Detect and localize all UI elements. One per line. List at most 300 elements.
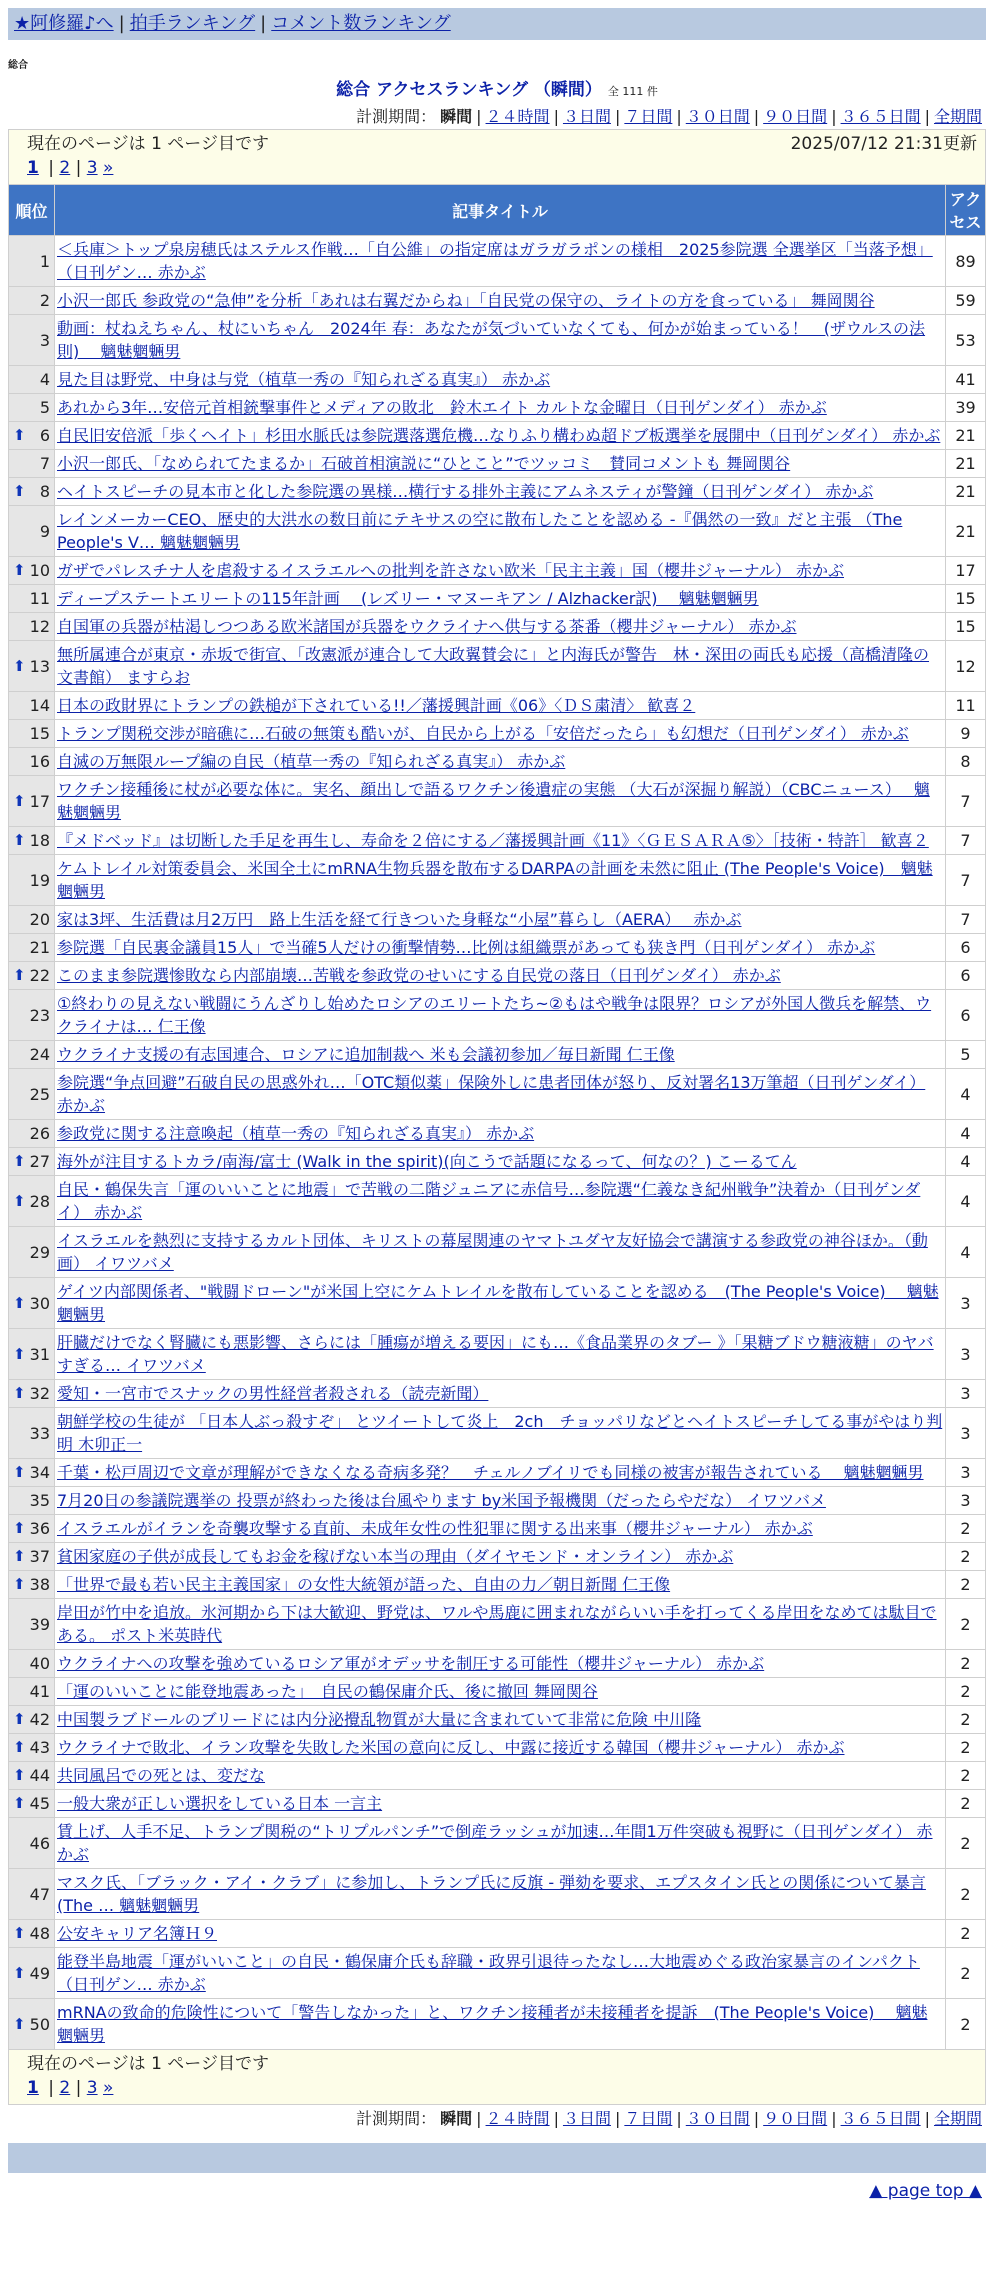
period-label: 計測期間： [356, 107, 437, 126]
article-link[interactable]: 賃上げ、人手不足、トランプ関税の“トリプルパンチ”で倒産ラッシュが加速…年間1万件突破も視野に（日刊ゲンダイ） 赤かぶ [57, 1822, 933, 1864]
access-count: 2 [946, 1948, 986, 1999]
article-link[interactable]: イスラエルがイランを奇襲攻撃する直前、未成年女性の性犯罪に関する出来事（櫻井ジャーナル） 赤かぶ [57, 1519, 813, 1538]
article-link[interactable]: 朝鮮学校の生徒が 「日本人ぶっ殺すぞ」 とツイートして炎上 2ch チョッパリなどとヘイトスピーチしてる事がやはり判明 木卯正一 [57, 1412, 943, 1454]
period-label: 計測期間： [356, 2109, 437, 2128]
table-row [9, 641, 986, 692]
period-all[interactable]: 全期間 [933, 107, 982, 126]
access-count: 59 [946, 287, 986, 315]
title-cell [55, 962, 946, 990]
article-link[interactable]: 公安キャリア名簿Ｈ９ [57, 1924, 218, 1943]
article-link[interactable]: 「運のいいことに能登地震あった」 自民の鶴保庸介氏、後に撤回 舞岡関谷 [57, 1682, 598, 1701]
page-top-link[interactable]: ▲ page top ▲ [869, 2181, 982, 2201]
breadcrumb: 総合 [8, 60, 28, 71]
table-row [9, 1515, 986, 1543]
rank-up-arrow-icon: ⬆ [13, 1924, 26, 1942]
ranking-table [8, 184, 986, 2050]
article-link[interactable]: 共同風呂での死とは、変だな [57, 1766, 266, 1785]
title-column-header: 記事タイトル [55, 185, 946, 236]
table-row [9, 1148, 986, 1176]
article-link[interactable]: ウクライナで敗北、イラン攻撃を失敗した米国の意向に反し、中露に接近する韓国（櫻井ジャーナル） 赤かぶ [57, 1738, 845, 1757]
period-3d[interactable]: ３日間 [562, 2109, 611, 2128]
rank-number: 13 [29, 656, 50, 676]
period-30d[interactable]: ３０日間 [685, 107, 750, 126]
article-link[interactable]: ウクライナ支援の有志国連合、ロシアに追加制裁へ 米も会議初参加／毎日新聞 仁王像 [57, 1045, 675, 1064]
rank-number: 11 [29, 589, 50, 608]
period-24h[interactable]: ２４時間 [485, 2109, 550, 2128]
table-row [9, 1380, 986, 1408]
rank-number: 30 [29, 1293, 50, 1313]
access-count: 6 [946, 934, 986, 962]
rank-number: 25 [29, 1084, 50, 1104]
article-link[interactable]: ＜兵庫＞トップ泉房穂氏はステルス作戦…「自公維」の指定席はガラガラポンの様相 2025参院選 全選挙区「当落予想」（日刊ゲン… 赤かぶ [57, 240, 933, 282]
article-link[interactable]: 海外が注目するトカラ/南海/富士 (Walk in the spirit)(向こうで話題になるって、何なの？) こーるてん [57, 1152, 797, 1171]
table-row [9, 1762, 986, 1790]
article-link[interactable]: 能登半島地震「運がいいこと」の自民・鶴保庸介氏も辞職・政界引退待ったなし…大地震めぐる政治家暴言のインパクト（日刊ゲン… 赤かぶ [57, 1952, 920, 1994]
table-row [9, 1948, 986, 1999]
access-count: 21 [946, 450, 986, 478]
rank-number: 16 [29, 752, 50, 771]
article-link[interactable]: 自滅の万無限ループ編の自民（植草一秀の『知られざる真実』） 赤かぶ [57, 752, 566, 771]
rank-number: 14 [29, 696, 50, 715]
title-cell [55, 236, 946, 287]
page-1-link[interactable]: 1 [27, 158, 39, 178]
rank-cell [9, 1706, 55, 1734]
period-current: 瞬間 [440, 107, 473, 126]
separator: | [118, 13, 125, 34]
article-link[interactable]: ウクライナへの攻撃を強めているロシア軍がオデッサを制圧する可能性（櫻井ジャーナル） 赤かぶ [57, 1654, 765, 1673]
rank-up-arrow-icon: ⬆ [13, 1293, 26, 1312]
page-top-area [8, 2173, 986, 2211]
rank-cell [9, 1650, 55, 1678]
article-link[interactable]: 小沢一郎氏、「なめられてたまるか」石破首相演説に“ひとこと”でツッコミ 賛同コメントも 舞岡関谷 [57, 454, 791, 473]
table-row [9, 1571, 986, 1599]
table-row [9, 1487, 986, 1515]
table-header-row [9, 185, 986, 236]
period-selector-top: 計測期間： 瞬間 | ２４時間 | ３日間 | ７日間 | ３０日間 | ９０日間 | ３６５日間 | 全期間 [356, 107, 982, 126]
rank-cell [9, 1227, 55, 1278]
article-link[interactable]: 「世界で最も若い民主主義国家」の女性大統領が語った、自由の力／朝日新聞 仁王像 [57, 1575, 671, 1594]
rank-number: 24 [29, 1045, 50, 1064]
access-count: 21 [946, 422, 986, 450]
period-24h[interactable]: ２４時間 [485, 107, 550, 126]
rank-number: 8 [39, 482, 50, 501]
title-cell [55, 1734, 946, 1762]
title-cell [55, 1599, 946, 1650]
access-count: 7 [946, 906, 986, 934]
title-cell [55, 934, 946, 962]
rank-up-arrow-icon: ⬆ [13, 1344, 26, 1363]
table-row [9, 394, 986, 422]
rank-number: 37 [29, 1547, 50, 1566]
rank-cell [9, 1790, 55, 1818]
page-title [8, 79, 986, 103]
page-status-bottom [8, 2050, 986, 2105]
table-row [9, 827, 986, 855]
access-count: 5 [946, 1041, 986, 1069]
access-count: 2 [946, 1543, 986, 1571]
rank-cell [9, 1408, 55, 1459]
period-7d[interactable]: ７日間 [624, 107, 673, 126]
page-2-link[interactable]: 2 [59, 2078, 71, 2098]
period-3d[interactable]: ３日間 [562, 107, 611, 126]
title-cell [55, 366, 946, 394]
title-cell [55, 1650, 946, 1678]
table-row [9, 1069, 986, 1120]
rank-cell [9, 1041, 55, 1069]
rank-cell [9, 1999, 55, 2050]
article-link[interactable]: 動画：杖ねえちゃん、杖にいちゃん 2024年 春：あなたが気づいていなくても、何かが始まっている！ (ザウルスの法則) 魑魅魍魎男 [57, 319, 926, 361]
rank-up-arrow-icon: ⬆ [13, 482, 26, 500]
rank-cell [9, 450, 55, 478]
table-row [9, 1459, 986, 1487]
title-cell [55, 1227, 946, 1278]
article-link[interactable]: 貧困家庭の子供が成長してもお金を稼げない本当の理由（ダイヤモンド・オンライン） 赤かぶ [57, 1547, 734, 1566]
article-link[interactable]: ①終わりの見えない戦闘にうんざりし始めたロシアのエリートたち~②もはや戦争は限界？ロシアが外国人徴兵を解禁、ウクライナは… 仁王像 [57, 994, 932, 1036]
next-page-link[interactable]: » [103, 158, 114, 178]
article-link[interactable]: 自国軍の兵器が枯渇しつつある欧米諸国が兵器をウクライナへ供与する茶番（櫻井ジャーナル） 赤かぶ [57, 617, 797, 636]
rank-cell [9, 1459, 55, 1487]
period-7d[interactable]: ７日間 [624, 2109, 673, 2128]
table-row [9, 585, 986, 613]
article-link[interactable]: ディープステートエリートの115年計画 (レズリー・マヌーキアン / Alzhacker訳) 魑魅魍魎男 [57, 589, 759, 608]
access-count: 39 [946, 394, 986, 422]
rank-number: 20 [29, 910, 50, 929]
access-count: 2 [946, 1818, 986, 1869]
rank-number: 6 [39, 426, 50, 445]
rank-cell [9, 1120, 55, 1148]
rank-up-arrow-icon: ⬆ [13, 1738, 26, 1756]
rank-cell [9, 1762, 55, 1790]
article-link[interactable]: 日本の政財界にトランプの鉄槌が下されている!!／藩援興計画《06》〈ＤＳ粛清〉 歓喜２ [57, 696, 696, 715]
rank-number: 50 [29, 2014, 50, 2034]
rank-number: 2 [39, 291, 50, 310]
rank-cell [9, 1599, 55, 1650]
rank-cell [9, 1818, 55, 1869]
rank-cell [9, 962, 55, 990]
article-link[interactable]: ケムトレイル対策委員会、米国全土にmRNA生物兵器を散布するDARPAの計画を未然に阻止 (The People's Voice) 魑魅魍魎男 [57, 859, 933, 901]
table-row [9, 236, 986, 287]
rank-up-arrow-icon: ⬆ [13, 791, 26, 810]
rank-cell [9, 236, 55, 287]
table-row [9, 366, 986, 394]
access-count: 4 [946, 1120, 986, 1148]
table-row [9, 990, 986, 1041]
title-cell [55, 1920, 946, 1948]
access-count: 3 [946, 1487, 986, 1515]
rank-cell [9, 1571, 55, 1599]
rank-cell [9, 827, 55, 855]
article-link[interactable]: 自民・鶴保失言「運のいいことに地震」で苦戦の二階ジュニアに赤信号…参院選“仁義なき紀州戦争”決着か（日刊ゲンダイ） 赤かぶ [57, 1180, 921, 1222]
rank-number: 4 [39, 370, 50, 389]
access-count: 15 [946, 585, 986, 613]
article-link[interactable]: 自民旧安倍派「歩くヘイト」杉田水脈氏は参院選落選危機…なりふり構わぬ超ドブ板選挙を展開中（日刊ゲンダイ） 赤かぶ [57, 426, 941, 445]
rank-cell [9, 748, 55, 776]
access-count: 3 [946, 1408, 986, 1459]
title-cell [55, 1999, 946, 2050]
rank-number: 34 [29, 1463, 50, 1482]
table-row [9, 692, 986, 720]
rank-cell [9, 1948, 55, 1999]
access-count: 15 [946, 613, 986, 641]
period-30d[interactable]: ３０日間 [685, 2109, 750, 2128]
article-link[interactable]: 肝臓だけでなく腎臓にも悪影響、さらには「腫瘍が増える要因」にも…《食品業界のタブー 》「果糖ブドウ糖液糖」のヤバすぎる… イワツバメ [57, 1333, 934, 1375]
access-count: 2 [946, 1790, 986, 1818]
rank-cell [9, 478, 55, 506]
rank-number: 19 [29, 870, 50, 890]
rank-cell [9, 422, 55, 450]
article-link[interactable]: トランプ関税交渉が暗礁に…石破の無策も酷いが、自民から上がる「安倍だったら」も幻想だ（日刊ゲンダイ） 赤かぶ [57, 724, 909, 743]
page-title-text: 総合 アクセスランキング （瞬間） [336, 80, 602, 100]
access-count: 2 [946, 1762, 986, 1790]
access-count: 53 [946, 315, 986, 366]
table-row [9, 613, 986, 641]
rank-up-arrow-icon: ⬆ [13, 1766, 26, 1784]
title-cell [55, 1069, 946, 1120]
title-cell [55, 450, 946, 478]
period-90d[interactable]: ９０日間 [763, 2109, 828, 2128]
separator: | [260, 13, 267, 34]
comment-ranking-link[interactable]: コメント数ランキング [271, 13, 451, 34]
title-cell [55, 1408, 946, 1459]
article-link[interactable]: ヘイトスピーチの見本市と化した参院選の異様…横行する排外主義にアムネスティが警鐘（日刊ゲンダイ） 赤かぶ [57, 482, 874, 501]
title-cell [55, 1278, 946, 1329]
period-90d[interactable]: ９０日間 [763, 107, 828, 126]
title-cell [55, 855, 946, 906]
table-row [9, 1329, 986, 1380]
rank-up-arrow-icon: ⬆ [13, 1963, 26, 1982]
table-row [9, 287, 986, 315]
table-row [9, 1790, 986, 1818]
rank-up-arrow-icon: ⬆ [13, 561, 26, 579]
rank-up-arrow-icon: ⬆ [13, 1519, 26, 1537]
item-count: 全 111 件 [607, 85, 658, 98]
rank-number: 7 [39, 454, 50, 473]
table-row [9, 422, 986, 450]
table-row [9, 315, 986, 366]
title-cell [55, 1571, 946, 1599]
article-link[interactable]: イスラエルを熱烈に支持するカルト団体、キリストの幕屋関連のヤマトユダヤ友好協会で講演する参政党の神谷ほか。（動画） イワツバメ [57, 1231, 928, 1273]
rank-cell [9, 1543, 55, 1571]
table-row [9, 1278, 986, 1329]
rank-cell [9, 1069, 55, 1120]
rank-cell [9, 557, 55, 585]
rank-cell [9, 394, 55, 422]
page-2-link[interactable]: 2 [59, 158, 71, 178]
access-count: 11 [946, 692, 986, 720]
access-count: 7 [946, 827, 986, 855]
access-count: 2 [946, 1734, 986, 1762]
access-column-header: アクセス [946, 185, 986, 236]
title-cell [55, 906, 946, 934]
rank-number: 28 [29, 1191, 50, 1211]
title-cell [55, 1678, 946, 1706]
article-link[interactable]: 見た目は野党、中身は与党（植草一秀の『知られざる真実』） 赤かぶ [57, 370, 551, 389]
title-cell [55, 287, 946, 315]
table-row [9, 748, 986, 776]
table-row [9, 776, 986, 827]
article-link[interactable]: 無所属連合が東京・赤坂で街宣、「改憲派が連合して大政翼賛会に」と内海氏が警告 林・深田の両氏も応援（高橋清隆の文書館） ますらお [57, 645, 930, 687]
rank-cell [9, 1329, 55, 1380]
title-cell [55, 748, 946, 776]
title-cell [55, 1818, 946, 1869]
access-count: 41 [946, 366, 986, 394]
table-row [9, 1818, 986, 1869]
rank-cell [9, 506, 55, 557]
period-all[interactable]: 全期間 [933, 2109, 982, 2128]
rank-cell [9, 1148, 55, 1176]
access-count: 3 [946, 1329, 986, 1380]
title-cell [55, 1120, 946, 1148]
period-365d[interactable]: ３６５日間 [840, 107, 921, 126]
rank-cell [9, 1380, 55, 1408]
access-count: 3 [946, 1459, 986, 1487]
rank-cell [9, 692, 55, 720]
rank-up-arrow-icon: ⬆ [13, 966, 26, 984]
article-link[interactable]: マスク氏、「ブラック・アイ・クラブ」に参加し、トランプ氏に反旗 - 弾劾を要求、エプスタイン氏との関係について暴言 (The … 魑魅魍魎男 [57, 1873, 926, 1915]
table-row [9, 1041, 986, 1069]
rank-cell [9, 906, 55, 934]
article-link[interactable]: 参政党に関する注意喚起（植草一秀の『知られざる真実』） 赤かぶ [57, 1124, 535, 1143]
table-row [9, 1734, 986, 1762]
table-row [9, 1999, 986, 2050]
access-count: 21 [946, 478, 986, 506]
rank-number: 15 [29, 724, 50, 743]
page-3-link[interactable]: 3 [86, 158, 98, 178]
title-cell [55, 827, 946, 855]
rank-number: 47 [29, 1884, 50, 1904]
rank-number: 42 [29, 1710, 50, 1729]
top-nav [8, 8, 986, 40]
article-link[interactable]: 7月20日の参議院選挙の 投票が終わった後は台風やります by米国予報機関（だったらやだな） イワツバメ [57, 1491, 826, 1510]
rank-number: 22 [29, 966, 50, 985]
access-count: 3 [946, 1278, 986, 1329]
article-link[interactable]: 家は3坪、生活費は月2万円 路上生活を経て行きついた身軽な“小屋”暮らし（AERA） 赤かぶ [57, 910, 742, 929]
rank-number: 3 [39, 330, 50, 350]
home-link[interactable]: ★阿修羅♪へ [14, 13, 114, 34]
title-cell [55, 422, 946, 450]
rank-number: 5 [39, 398, 50, 417]
article-link[interactable]: 参院選「自民裏金議員15人」で当確5人だけの衝撃情勢…比例は組織票があっても狭き門（日刊ゲンダイ） 赤かぶ [57, 938, 876, 957]
access-count: 89 [946, 236, 986, 287]
access-count: 7 [946, 776, 986, 827]
access-count: 2 [946, 1706, 986, 1734]
article-link[interactable]: このまま参院選惨敗なら内部崩壊…苦戦を参政党のせいにする自民党の落日（日刊ゲンダイ） 赤かぶ [57, 966, 781, 985]
access-count: 9 [946, 720, 986, 748]
table-row [9, 1920, 986, 1948]
rank-up-arrow-icon: ⬆ [13, 1463, 26, 1481]
rank-number: 17 [29, 791, 50, 811]
article-link[interactable]: レインメーカーCEO、歴史的大洪水の数日前にテキサスの空に散布したことを認める -『偶然の一致』だと主張 （The People's V… 魑魅魍魎男 [57, 510, 903, 552]
rank-up-arrow-icon: ⬆ [13, 1710, 26, 1728]
access-count: 12 [946, 641, 986, 692]
table-row [9, 1650, 986, 1678]
page-1-link[interactable]: 1 [27, 2078, 39, 2098]
period-365d[interactable]: ３６５日間 [840, 2109, 921, 2128]
article-link[interactable]: ワクチン接種後に杖が必要な体に。実名、顔出しで語るワクチン後遺症の実態 （大石が深掘り解説）（CBCニュース） 魑魅魍魎男 [57, 780, 930, 822]
title-cell [55, 720, 946, 748]
rank-cell [9, 1278, 55, 1329]
title-cell [55, 1706, 946, 1734]
table-row [9, 855, 986, 906]
footer-bar [8, 2143, 986, 2173]
rank-number: 46 [29, 1833, 50, 1853]
article-link[interactable]: 千葉・松戸周辺で文章が理解ができなくなる奇病多発？ チェルノブイリでも同様の被害が報告されている 魑魅魍魎男 [57, 1463, 924, 1482]
access-count: 6 [946, 962, 986, 990]
title-cell [55, 1869, 946, 1920]
article-link[interactable]: 愛知・一宮市でスナックの男性経営者殺される（読売新聞） [57, 1384, 489, 1403]
title-cell [55, 1762, 946, 1790]
access-count: 7 [946, 855, 986, 906]
article-link[interactable]: あれから3年…安倍元首相銃撃事件とメディアの敗北 鈴木エイト カルトな金曜日（日刊ゲンダイ） 赤かぶ [57, 398, 827, 417]
access-count: 2 [946, 1599, 986, 1650]
pager: 1 | 2 | 3 » [27, 2078, 114, 2098]
page-3-link[interactable]: 3 [86, 2078, 98, 2098]
article-link[interactable]: 小沢一郎氏 参政党の“急伸”を分析「あれは右翼だからね」「自民党の保守の、ライトの方を食っている」 舞岡関谷 [57, 291, 875, 310]
table-row [9, 1706, 986, 1734]
article-link[interactable]: 参院選“争点回避”石破自民の思惑外れ…「OTC類似薬」保険外しに患者団体が怒り、反対署名13万筆超（日刊ゲンダイ） 赤かぶ [57, 1073, 926, 1115]
table-row [9, 557, 986, 585]
rank-number: 29 [29, 1242, 50, 1262]
article-link[interactable]: mRNAの致命的危険性について「警告しなかった」と、ワクチン接種者が未接種者を提訴 (The People's Voice) 魑魅魍魎男 [57, 2003, 928, 2045]
title-cell [55, 1543, 946, 1571]
rank-up-arrow-icon: ⬆ [13, 1384, 26, 1402]
rank-cell [9, 1869, 55, 1920]
article-link[interactable]: 中国製ラブドールのブリードには内分泌攪乱物質が大量に含まれていて非常に危険 中川隆 [57, 1710, 702, 1729]
access-count: 2 [946, 1571, 986, 1599]
rank-up-arrow-icon: ⬆ [13, 2014, 26, 2033]
rank-number: 26 [29, 1124, 50, 1143]
access-count: 17 [946, 557, 986, 585]
rank-cell [9, 287, 55, 315]
access-count: 4 [946, 1069, 986, 1120]
rank-cell [9, 315, 55, 366]
rank-number: 41 [29, 1682, 50, 1701]
article-link[interactable]: 岸田が竹中を追放。氷河期から下は大歓迎、野党は、ワルや馬鹿に囲まれながらいい手を打ってくる岸田をなめては駄目である。 ポスト米英時代 [57, 1603, 937, 1645]
access-count: 4 [946, 1176, 986, 1227]
title-cell [55, 692, 946, 720]
title-cell [55, 394, 946, 422]
title-cell [55, 478, 946, 506]
rank-up-arrow-icon: ⬆ [13, 426, 26, 444]
table-row [9, 1678, 986, 1706]
next-page-link[interactable]: » [103, 2078, 114, 2098]
period-selector-bottom: 計測期間： 瞬間 | ２４時間 | ３日間 | ７日間 | ３０日間 | ９０日間 | ３６５日間 | 全期間 [356, 2109, 982, 2128]
access-count: 2 [946, 1678, 986, 1706]
article-link[interactable]: ゲイツ内部関係者、"戦闘ドローン"が米国上空にケムトレイルを散布していることを認める (The People's Voice) 魑魅魍魎男 [57, 1282, 939, 1324]
title-cell [55, 990, 946, 1041]
title-cell [55, 557, 946, 585]
article-link[interactable]: 一般大衆が正しい選択をしている日本 一言主 [57, 1794, 383, 1813]
rank-number: 9 [39, 521, 50, 541]
rank-cell [9, 1920, 55, 1948]
table-row [9, 1176, 986, 1227]
title-cell [55, 506, 946, 557]
title-cell [55, 585, 946, 613]
article-link[interactable]: 『メドベッド』は切断した手足を再生し、寿命を２倍にする／藩援興計画《11》〈ＧＥＳＡＲＡ⑤〉［技術・特許］ 歓喜２ [57, 831, 929, 850]
applause-ranking-link[interactable]: 拍手ランキング [129, 13, 256, 34]
rank-up-arrow-icon: ⬆ [13, 1152, 26, 1170]
table-row [9, 906, 986, 934]
rank-number: 12 [29, 617, 50, 636]
rank-number: 31 [29, 1344, 50, 1364]
current-page-text: 現在のページは 1 ページ目です [27, 134, 269, 154]
rank-cell [9, 1734, 55, 1762]
title-cell [55, 1948, 946, 1999]
rank-cell [9, 776, 55, 827]
article-link[interactable]: ガザでパレスチナ人を虐殺するイスラエルへの批判を許さない欧米「民主主義」国（櫻井ジャーナル） 赤かぶ [57, 561, 845, 580]
access-count: 2 [946, 1920, 986, 1948]
rank-cell [9, 990, 55, 1041]
